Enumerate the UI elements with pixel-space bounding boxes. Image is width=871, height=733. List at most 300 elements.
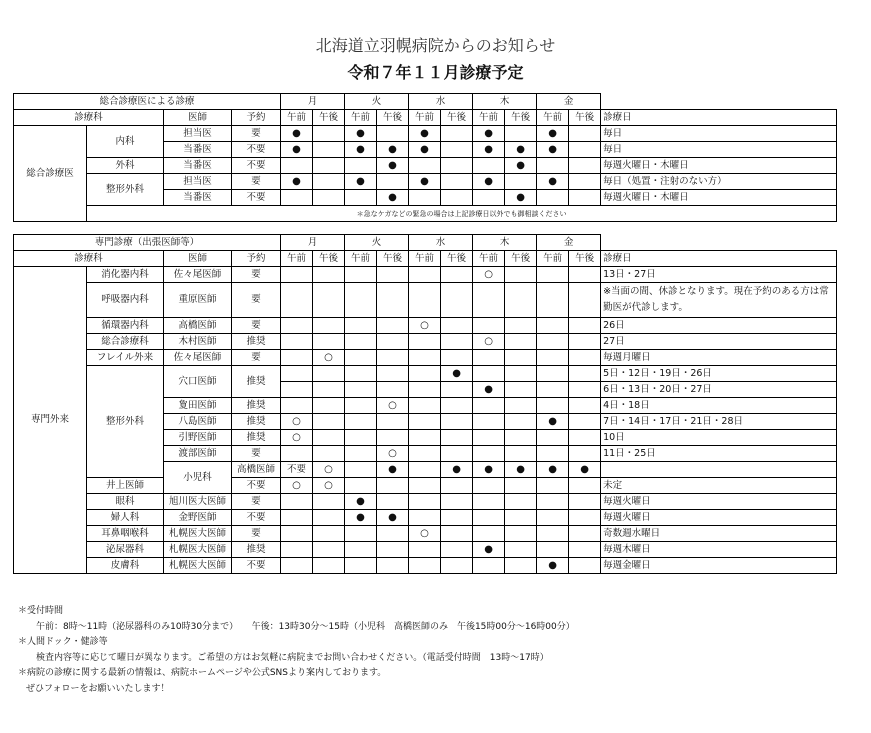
filled-circle-icon: ● [356, 175, 365, 187]
slot-cell [537, 510, 569, 526]
filled-circle-icon: ● [388, 511, 397, 523]
dates-column-header: 診療日 [601, 110, 837, 126]
filled-circle-icon: ● [356, 127, 365, 139]
reservation-cell: 不要 [232, 142, 281, 158]
pm-header: 午後 [313, 110, 345, 126]
slot-cell [409, 190, 441, 206]
slot-cell [441, 414, 473, 430]
slot-cell [569, 446, 601, 462]
day-header: 火 [345, 235, 409, 251]
slot-cell [313, 526, 345, 542]
slot-cell [441, 478, 473, 494]
reservation-cell: 要 [232, 350, 281, 366]
table-row [14, 126, 837, 142]
slot-cell [569, 398, 601, 414]
filled-circle-icon: ● [452, 463, 461, 475]
day-header: 火 [345, 94, 409, 110]
slot-cell [473, 382, 505, 398]
slot-cell [537, 318, 569, 334]
slot-cell [345, 190, 377, 206]
slot-cell [409, 174, 441, 190]
dates-cell: 毎日 [601, 126, 837, 142]
slot-cell [281, 190, 313, 206]
slot-cell [281, 430, 313, 446]
slot-cell [537, 267, 569, 283]
slot-cell [441, 174, 473, 190]
reservation-cell: 不要 [232, 558, 281, 574]
doctor-cell: 高橋医師 [232, 462, 281, 478]
dock-title: ＊人間ドック・健診等 [18, 637, 108, 647]
slot-cell [441, 430, 473, 446]
doctor-cell: 穴口医師 [164, 366, 232, 398]
day-header: 水 [409, 235, 473, 251]
am-header: 午前 [345, 110, 377, 126]
slot-cell [409, 142, 441, 158]
dept-cell: 内科 [87, 126, 164, 158]
dates-cell: 毎週火曜日 [601, 510, 837, 526]
pm-header: 午後 [505, 251, 537, 267]
slot-cell [377, 267, 409, 283]
slot-cell [281, 398, 313, 414]
slot-cell [569, 318, 601, 334]
filled-circle-icon: ● [356, 495, 365, 507]
slot-cell [441, 366, 473, 382]
slot-cell [473, 542, 505, 558]
slot-cell [441, 267, 473, 283]
doctor-cell: 高橋医師 [164, 318, 232, 334]
slot-cell [473, 446, 505, 462]
reservation-cell: 要 [232, 318, 281, 334]
reservation-cell: 推奨 [232, 542, 281, 558]
slot-cell [281, 526, 313, 542]
pm-header: 午後 [441, 110, 473, 126]
slot-cell [473, 430, 505, 446]
reservation-cell: 不要 [281, 462, 313, 478]
slot-cell [569, 494, 601, 510]
filled-circle-icon: ● [388, 191, 397, 203]
emergency-note: ＊急なケガなどの緊急の場合は上記診療日以外でも御相談ください [87, 206, 837, 222]
reception-title: ＊受付時間 [18, 606, 64, 616]
dates-cell: 11日・25日 [601, 446, 837, 462]
slot-cell [473, 414, 505, 430]
slot-cell [281, 542, 313, 558]
slot-cell [345, 478, 377, 494]
slot-cell [441, 494, 473, 510]
dept-cell: 耳鼻咽喉科 [87, 526, 164, 542]
table-row [14, 334, 837, 350]
filled-circle-icon: ● [548, 415, 557, 427]
slot-cell [345, 382, 377, 398]
slot-cell [345, 462, 377, 478]
slot-cell [281, 158, 313, 174]
slot-cell [345, 366, 377, 382]
slot-cell [537, 142, 569, 158]
slot-cell [569, 382, 601, 398]
info-line: ＊病院の診療に関する最新の情報は、病院ホームページや公式SNSより案内しております。 [18, 668, 387, 678]
slot-cell [505, 382, 537, 398]
slot-cell [377, 510, 409, 526]
open-circle-icon: ○ [292, 479, 301, 491]
slot-cell [409, 494, 441, 510]
reception-hours: 午前：8時～11時（泌尿器科のみ10時30分まで） 午後：13時30分～15時（小児科 高橋医師のみ 午後15時00分～16時00分） [36, 621, 575, 632]
open-circle-icon: ○ [484, 335, 493, 347]
doctor-cell: 引野医師 [164, 430, 232, 446]
slot-cell [345, 446, 377, 462]
filled-circle-icon: ● [548, 127, 557, 139]
slot-cell [537, 526, 569, 542]
slot-cell [505, 462, 537, 478]
slot-cell [473, 526, 505, 542]
open-circle-icon: ○ [324, 351, 333, 363]
slot-cell [569, 462, 601, 478]
reservation-cell: 推奨 [232, 366, 281, 398]
slot-cell [537, 494, 569, 510]
doctor-cell: 担当医 [164, 126, 232, 142]
slot-cell [409, 126, 441, 142]
slot-cell [281, 126, 313, 142]
filled-circle-icon: ● [548, 143, 557, 155]
slot-cell [569, 542, 601, 558]
open-circle-icon: ○ [292, 431, 301, 443]
special-section-title: 専門診療（出張医師等） [14, 235, 281, 251]
doctor-cell: 佐々尾医師 [164, 350, 232, 366]
slot-cell [313, 558, 345, 574]
slot-cell [473, 398, 505, 414]
doctor-cell: 旭川医大医師 [164, 494, 232, 510]
filled-circle-icon: ● [420, 143, 429, 155]
slot-cell [345, 318, 377, 334]
doctor-cell: 渡部医師 [164, 446, 232, 462]
slot-cell [313, 478, 345, 494]
slot-cell [569, 558, 601, 574]
slot-cell [537, 446, 569, 462]
open-circle-icon: ○ [388, 447, 397, 459]
slot-cell [473, 158, 505, 174]
slot-cell [601, 462, 837, 478]
slot-cell [345, 494, 377, 510]
slot-cell [569, 190, 601, 206]
dates-cell: 毎日 [601, 142, 837, 158]
slot-cell [505, 158, 537, 174]
slot-cell [441, 558, 473, 574]
slot-cell [313, 267, 345, 283]
slot-cell [409, 350, 441, 366]
slot-cell [473, 462, 505, 478]
open-circle-icon: ○ [292, 415, 301, 427]
slot-cell [473, 350, 505, 366]
dept-cell: 呼吸器内科 [87, 283, 164, 318]
dept-cell: 小児科 [164, 462, 232, 494]
pm-header: 午後 [569, 110, 601, 126]
slot-cell [505, 267, 537, 283]
open-circle-icon: ○ [388, 399, 397, 411]
slot-cell [313, 334, 345, 350]
slot-cell [473, 558, 505, 574]
slot-cell [505, 510, 537, 526]
slot-cell [537, 542, 569, 558]
slot-cell [377, 542, 409, 558]
table-row [14, 526, 837, 542]
dates-cell: 毎週火曜日 [601, 494, 837, 510]
slot-cell [345, 267, 377, 283]
doctor-cell: 札幌医大医師 [164, 526, 232, 542]
reservation-cell: 推奨 [232, 398, 281, 414]
slot-cell [441, 190, 473, 206]
slot-cell [441, 510, 473, 526]
dept-cell: 眼科 [87, 494, 164, 510]
slot-cell [313, 510, 345, 526]
slot-cell [505, 142, 537, 158]
general-section-title: 総合診療医による診療 [14, 94, 281, 110]
dates-column-header: 診療日 [601, 251, 837, 267]
filled-circle-icon: ● [292, 127, 301, 139]
pm-header: 午後 [569, 251, 601, 267]
dates-cell: 7日・14日・17日・21日・28日 [601, 414, 837, 430]
slot-cell [281, 318, 313, 334]
dept-cell: フレイル外来 [87, 350, 164, 366]
doctor-cell: 当番医 [164, 158, 232, 174]
slot-cell [281, 414, 313, 430]
day-header: 月 [281, 94, 345, 110]
slot-cell [377, 414, 409, 430]
dates-cell: 毎日（処置・注射のない方） [601, 174, 837, 190]
day-header: 水 [409, 94, 473, 110]
slot-cell [569, 158, 601, 174]
pm-header: 午後 [377, 110, 409, 126]
filled-circle-icon: ● [484, 127, 493, 139]
slot-cell [313, 366, 345, 382]
slot-cell [345, 414, 377, 430]
slot-cell [505, 542, 537, 558]
slot-cell [505, 494, 537, 510]
slot-cell [281, 350, 313, 366]
slot-cell [345, 510, 377, 526]
dates-cell: 毎週月曜日 [601, 350, 837, 366]
table-row [14, 542, 837, 558]
doctor-cell: 当番医 [164, 190, 232, 206]
slot-cell [377, 430, 409, 446]
dept-column-header: 診療科 [14, 251, 164, 267]
slot-cell [441, 526, 473, 542]
am-header: 午前 [473, 110, 505, 126]
table-row [14, 478, 837, 494]
doctor-column-header: 医師 [164, 110, 232, 126]
slot-cell [473, 318, 505, 334]
slot-cell [377, 142, 409, 158]
slot-cell [409, 366, 441, 382]
filled-circle-icon: ● [516, 143, 525, 155]
slot-cell [537, 382, 569, 398]
slot-cell [537, 126, 569, 142]
slot-cell [409, 510, 441, 526]
slot-cell [281, 494, 313, 510]
slot-cell [281, 142, 313, 158]
slot-cell [281, 174, 313, 190]
doctor-cell: 金野医師 [164, 510, 232, 526]
slot-cell [569, 366, 601, 382]
dept-cell: 泌尿器科 [87, 542, 164, 558]
filled-circle-icon: ● [388, 159, 397, 171]
slot-cell [409, 558, 441, 574]
slot-cell [313, 158, 345, 174]
slot-cell [505, 283, 537, 318]
filled-circle-icon: ● [484, 143, 493, 155]
slot-cell [313, 494, 345, 510]
slot-cell [441, 318, 473, 334]
filled-circle-icon: ● [484, 383, 493, 395]
slot-cell [505, 318, 537, 334]
slot-cell [409, 398, 441, 414]
slot-cell [345, 398, 377, 414]
slot-cell [537, 366, 569, 382]
slot-cell [281, 510, 313, 526]
dept-cell: 循環器内科 [87, 318, 164, 334]
slot-cell [505, 414, 537, 430]
slot-cell [569, 142, 601, 158]
slot-cell [345, 350, 377, 366]
slot-cell [505, 398, 537, 414]
dates-cell: 毎週火曜日・木曜日 [601, 158, 837, 174]
dept-cell: 外科 [87, 158, 164, 174]
dates-cell: 27日 [601, 334, 837, 350]
slot-cell [377, 126, 409, 142]
slot-cell [409, 318, 441, 334]
slot-cell [473, 267, 505, 283]
dates-cell: 毎週金曜日 [601, 558, 837, 574]
pm-header: 午後 [377, 251, 409, 267]
slot-cell [569, 267, 601, 283]
slot-cell [313, 142, 345, 158]
slot-cell [377, 382, 409, 398]
table-row [14, 174, 837, 190]
slot-cell [281, 478, 313, 494]
reservation-cell: 要 [232, 174, 281, 190]
slot-cell [409, 158, 441, 174]
follow-line: ぜひフォローをお願いいたします！ [26, 683, 170, 694]
dept-cell: 整形外科 [87, 174, 164, 206]
slot-cell [505, 446, 537, 462]
table-row [14, 283, 837, 318]
dates-cell: 4日・18日 [601, 398, 837, 414]
slot-cell [505, 558, 537, 574]
doctor-cell: 札幌医大医師 [164, 542, 232, 558]
open-circle-icon: ○ [420, 527, 429, 539]
slot-cell [281, 446, 313, 462]
reservation-cell: 推奨 [232, 430, 281, 446]
slot-cell [313, 414, 345, 430]
am-header: 午前 [409, 110, 441, 126]
slot-cell [441, 350, 473, 366]
table-row [14, 510, 837, 526]
day-header: 木 [473, 94, 537, 110]
dates-cell: 13日・27日 [601, 267, 837, 283]
table-row [14, 558, 837, 574]
reservation-cell: 要 [232, 283, 281, 318]
slot-cell [537, 558, 569, 574]
slot-cell [473, 494, 505, 510]
table-row [14, 350, 837, 366]
doctor-cell: 担当医 [164, 174, 232, 190]
slot-cell [537, 190, 569, 206]
dept-cell: 総合診療科 [87, 334, 164, 350]
dates-cell: 10日 [601, 430, 837, 446]
am-header: 午前 [537, 251, 569, 267]
slot-cell [377, 558, 409, 574]
dates-cell: ※当面の間、休診となります。現在予約のある方は常勤医が代診します。 [601, 283, 837, 318]
dates-cell: 6日・13日・20日・27日 [601, 382, 837, 398]
filled-circle-icon: ● [420, 127, 429, 139]
slot-cell [505, 366, 537, 382]
slot-cell [409, 267, 441, 283]
reservation-cell: 要 [232, 526, 281, 542]
slot-cell [569, 414, 601, 430]
doctor-cell: 井上医師 [87, 478, 164, 494]
dates-cell: 奇数週水曜日 [601, 526, 837, 542]
slot-cell [345, 558, 377, 574]
dock-detail: 検査内容等に応じて曜日が異なります。ご希望の方はお気軽に病院までお問い合わせください。（電話受付時間 13時～17時） [36, 652, 549, 663]
slot-cell [537, 398, 569, 414]
reservation-cell: 推奨 [232, 334, 281, 350]
filled-circle-icon: ● [356, 143, 365, 155]
slot-cell [537, 462, 569, 478]
slot-cell [377, 494, 409, 510]
table-row [14, 494, 837, 510]
slot-cell [409, 283, 441, 318]
reservation-cell: 不要 [232, 158, 281, 174]
am-header: 午前 [281, 110, 313, 126]
slot-cell [537, 350, 569, 366]
slot-cell [281, 267, 313, 283]
reservation-cell: 要 [232, 494, 281, 510]
slot-cell [281, 366, 313, 382]
slot-cell [505, 526, 537, 542]
am-header: 午前 [281, 251, 313, 267]
schedule-title: 令和７年１１月診療予定 [347, 63, 524, 82]
slot-cell [441, 126, 473, 142]
doctor-cell: 木村医師 [164, 334, 232, 350]
reservation-cell: 要 [232, 267, 281, 283]
slot-cell [569, 334, 601, 350]
pm-header: 午後 [313, 251, 345, 267]
slot-cell [569, 126, 601, 142]
slot-cell [345, 174, 377, 190]
slot-cell [345, 542, 377, 558]
doctor-cell: 佐々尾医師 [164, 267, 232, 283]
filled-circle-icon: ● [548, 175, 557, 187]
dept-cell: 消化器内科 [87, 267, 164, 283]
doctor-cell: 札幌医大医師 [164, 558, 232, 574]
slot-cell [313, 318, 345, 334]
slot-cell [313, 542, 345, 558]
slot-cell [345, 158, 377, 174]
slot-cell [313, 126, 345, 142]
day-header: 木 [473, 235, 537, 251]
dates-cell: 5日・12日・19日・26日 [601, 366, 837, 382]
doctor-cell: 当番医 [164, 142, 232, 158]
slot-cell [409, 430, 441, 446]
dates-cell: 未定 [601, 478, 837, 494]
slot-cell [537, 430, 569, 446]
reservation-cell: 要 [232, 126, 281, 142]
table-row [14, 366, 837, 382]
reservation-cell: 推奨 [232, 414, 281, 430]
slot-cell [441, 398, 473, 414]
slot-cell [505, 126, 537, 142]
am-header: 午前 [345, 251, 377, 267]
slot-cell [473, 283, 505, 318]
slot-cell [377, 158, 409, 174]
slot-cell [473, 190, 505, 206]
